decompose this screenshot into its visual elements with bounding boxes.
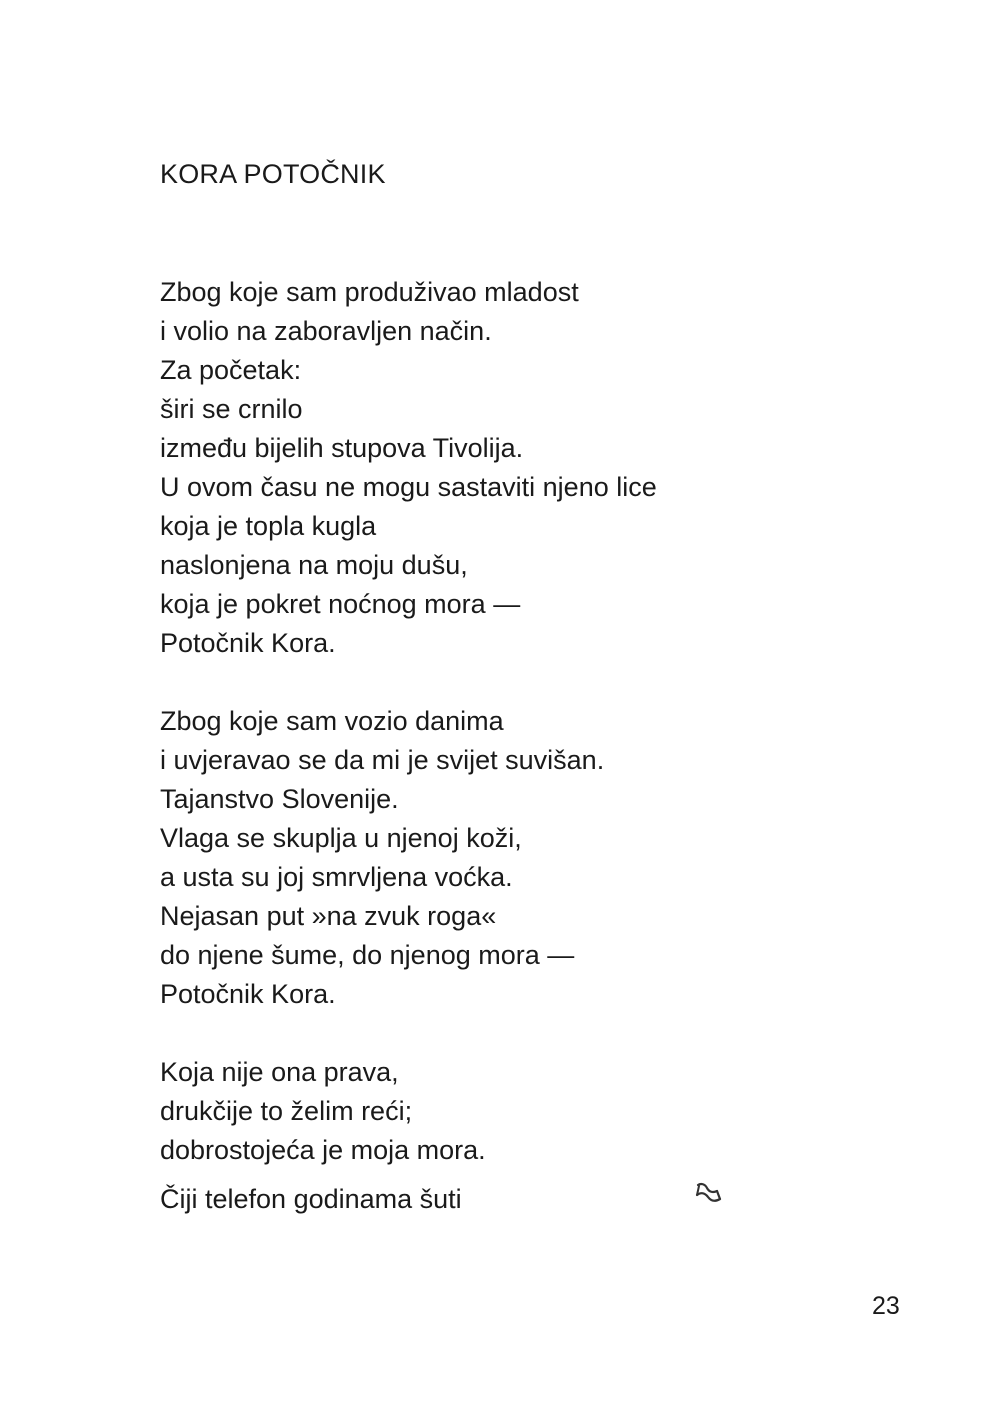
stanza-1 — [160, 273, 800, 663]
page-number: 23 — [872, 1292, 900, 1320]
poem-line: Potočnik Kora. — [160, 628, 336, 658]
poem-line: drukčije to želim reći; — [160, 1096, 413, 1126]
poem-line: Koja nije ona prava, — [160, 1057, 399, 1087]
poem-line: Potočnik Kora. — [160, 979, 336, 1009]
poem-line: Zbog koje sam vozio danima — [160, 706, 504, 736]
poem-line: Zbog koje sam produživao mladost — [160, 277, 579, 307]
poem-line: naslonjena na moju dušu, — [160, 550, 468, 580]
poem-body — [160, 273, 800, 1170]
poem-line: dobrostojeća je moja mora. — [160, 1135, 486, 1165]
poem-line: između bijelih stupova Tivolija. — [160, 433, 524, 463]
poem-line: U ovom času ne mogu sastaviti njeno lice — [160, 472, 657, 502]
poem-title: KORA POTOČNIK — [160, 159, 386, 189]
poem-line: Tajanstvo Slovenije. — [160, 784, 399, 814]
poem-line: Nejasan put »na zvuk roga« — [160, 901, 497, 931]
stanza-3 — [160, 1053, 800, 1170]
poem-line: i uvjeravao se da mi je svijet suvišan. — [160, 745, 605, 775]
poem-line: i volio na zaboravljen način. — [160, 316, 492, 346]
page-turn-icon — [692, 1176, 726, 1210]
poem-line: do njene šume, do njenog mora — — [160, 940, 575, 970]
stanza-2 — [160, 702, 800, 1014]
poem-line: Vlaga se skuplja u njenoj koži, — [160, 823, 522, 853]
poem-line: širi se crnilo — [160, 394, 303, 424]
poem-line: koja je pokret noćnog mora — — [160, 589, 521, 619]
poem-line: koja je topla kugla — [160, 511, 377, 541]
continuation-line: Čiji telefon godinama šuti — [160, 1184, 462, 1214]
poem-line: Za početak: — [160, 355, 302, 385]
poem-line: a usta su joj smrvljena voćka. — [160, 862, 513, 892]
